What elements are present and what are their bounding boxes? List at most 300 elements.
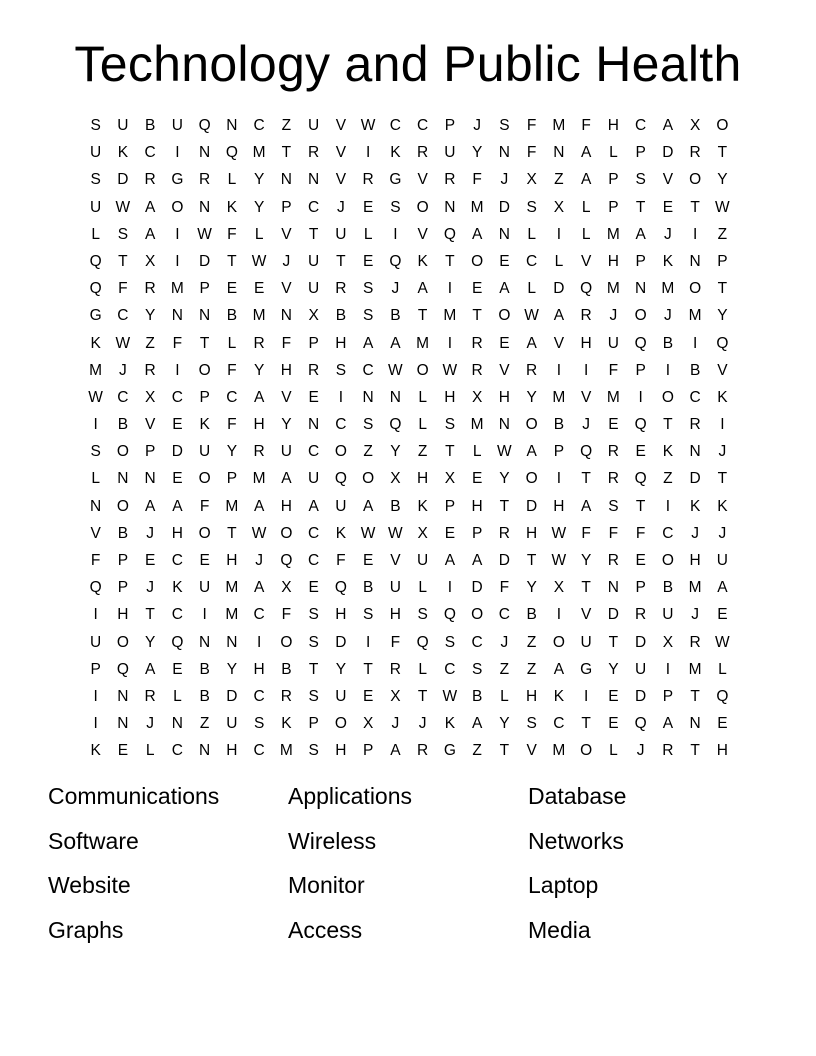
grid-letter: M (225, 497, 239, 515)
grid-letter: Y (499, 470, 510, 488)
grid-row (82, 384, 736, 411)
grid-letter: O (280, 524, 293, 542)
grid-letter: V (717, 361, 728, 379)
grid-row (82, 194, 736, 221)
grid-row (82, 547, 736, 574)
grid-letter: D (635, 633, 647, 651)
grid-letter: U (716, 552, 728, 569)
grid-letter: I (175, 361, 180, 379)
grid-letter: N (280, 171, 292, 189)
grid-letter: F (118, 280, 128, 298)
grid-row (82, 520, 736, 547)
grid-letter: H (253, 416, 265, 434)
grid-letter: T (281, 144, 292, 162)
grid-letter: F (526, 117, 537, 134)
grid-letter: W (715, 633, 730, 651)
grid-letter: U (308, 280, 320, 298)
grid-letter: Q (225, 144, 238, 162)
grid-letter: P (281, 198, 292, 216)
grid-letter: B (362, 579, 374, 597)
grid-row (82, 710, 736, 737)
grid-letter: P (635, 144, 646, 162)
grid-letter: I (175, 225, 180, 243)
grid-letter: O (198, 524, 211, 542)
grid-letter: N (635, 280, 647, 298)
grid-letter: T (635, 198, 646, 216)
grid-letter: V (553, 334, 565, 352)
grid-letter: Q (389, 416, 402, 434)
grid-letter: Y (253, 198, 265, 216)
grid-letter: M (279, 742, 293, 760)
grid-letter: T (145, 606, 155, 624)
grid-letter: L (418, 388, 427, 406)
grid-letter: K (662, 252, 674, 270)
grid-letter: P (117, 552, 129, 569)
grid-letter: M (606, 388, 620, 406)
grid-row (82, 166, 736, 193)
grid-letter: F (336, 552, 346, 569)
grid-letter: L (145, 742, 155, 760)
grid-letter: R (662, 742, 674, 760)
grid-letter: P (362, 742, 374, 760)
grid-letter: I (256, 633, 262, 651)
grid-letter: B (117, 524, 129, 542)
grid-letter: M (688, 307, 702, 325)
grid-letter: A (144, 497, 156, 515)
grid-letter: I (365, 144, 371, 162)
grid-letter: R (498, 524, 510, 542)
grid-letter: Z (472, 742, 482, 760)
grid-letter: H (471, 497, 483, 515)
grid-letter: F (281, 334, 292, 352)
grid-letter: C (117, 388, 129, 406)
grid-letter: E (308, 579, 319, 597)
puzzle-title: Technology and Public Health (74, 36, 742, 92)
grid-letter: I (93, 687, 98, 705)
grid-letter: P (608, 171, 619, 189)
grid-letter: X (390, 687, 401, 705)
grid-letter: S (390, 198, 401, 216)
grid-letter: V (144, 416, 156, 434)
grid-letter: C (253, 606, 265, 624)
grid-letter: Q (116, 660, 129, 678)
grid-letter: X (417, 524, 428, 542)
grid-letter: O (689, 280, 702, 298)
grid-letter: E (117, 742, 129, 760)
grid-letter: R (417, 144, 429, 162)
grid-letter: Z (281, 117, 292, 134)
grid-letter: R (471, 334, 483, 352)
grid-letter: N (498, 416, 510, 434)
grid-letter: N (689, 443, 701, 461)
grid-letter: Z (145, 334, 155, 352)
grid-letter: P (308, 715, 319, 733)
grid-letter: B (689, 361, 701, 379)
grid-letter: K (90, 334, 101, 352)
grid-letter: S (417, 606, 428, 624)
grid-letter: U (308, 252, 320, 270)
grid-letter: C (444, 660, 456, 678)
grid-letter: W (551, 524, 567, 542)
grid-letter: X (144, 252, 156, 270)
grid-letter: J (500, 633, 509, 651)
grid-letter: S (90, 443, 101, 461)
grid-letter: M (252, 307, 266, 325)
grid-letter: V (580, 388, 592, 406)
grid-row (82, 357, 736, 384)
grid-row (82, 438, 736, 465)
grid-letter: T (581, 579, 591, 597)
grid-letter: T (663, 416, 673, 434)
grid-letter: A (580, 497, 592, 515)
grid-letter: M (89, 361, 103, 379)
grid-letter: I (447, 579, 453, 597)
grid-letter: F (526, 144, 537, 162)
grid-letter: I (447, 280, 453, 298)
word-list-item: Website (48, 872, 131, 899)
grid-letter: N (689, 715, 701, 733)
grid-letter: P (635, 361, 646, 379)
grid-row (82, 330, 736, 357)
grid-letter: N (689, 252, 701, 270)
grid-letter: L (609, 742, 618, 760)
grid-row (82, 411, 736, 438)
grid-letter: J (582, 416, 590, 434)
word-list-item: Communications (48, 783, 220, 809)
grid-letter: N (308, 171, 320, 189)
grid-letter: L (609, 144, 618, 162)
grid-letter: C (308, 198, 320, 216)
grid-letter: U (635, 660, 647, 678)
grid-letter: R (253, 334, 265, 352)
grid-letter: E (444, 524, 456, 542)
grid-letter: E (226, 280, 238, 298)
grid-letter: M (225, 579, 239, 597)
grid-letter: B (281, 660, 292, 678)
grid-letter: E (253, 280, 265, 298)
grid-letter: C (308, 552, 320, 569)
grid-letter: O (198, 361, 211, 379)
grid-letter: V (417, 171, 428, 189)
grid-letter: B (199, 660, 210, 678)
grid-letter: F (499, 579, 510, 597)
grid-row (82, 248, 736, 275)
grid-letter: A (253, 497, 265, 515)
grid-letter: T (472, 307, 482, 325)
grid-letter: U (662, 606, 674, 624)
grid-letter: I (93, 416, 98, 434)
grid-letter: F (608, 524, 619, 542)
grid-letter: U (417, 552, 429, 569)
grid-letter: L (581, 225, 591, 243)
grid-letter: N (553, 144, 565, 162)
grid-letter: P (471, 524, 483, 542)
grid-letter: V (335, 117, 347, 134)
grid-letter: W (388, 361, 403, 379)
grid-letter: E (362, 252, 374, 270)
grid-letter: F (581, 117, 591, 134)
grid-letter: J (718, 443, 727, 461)
grid-letter: A (390, 742, 401, 760)
grid-letter: U (335, 225, 347, 243)
grid-letter: D (662, 144, 674, 162)
grid-letter: C (171, 552, 183, 569)
grid-letter: V (90, 524, 101, 542)
grid-letter: Q (634, 416, 647, 434)
grid-letter: I (638, 388, 643, 406)
grid-letter: E (717, 715, 728, 733)
word-list-item: Graphs (48, 916, 124, 943)
grid-letter: E (362, 552, 374, 569)
grid-letter: Y (253, 171, 265, 189)
grid-letter: N (226, 633, 238, 651)
grid-letter: D (553, 280, 565, 298)
grid-letter: O (416, 198, 429, 216)
grid-letter: Y (608, 660, 619, 678)
grid-letter: D (635, 687, 647, 705)
grid-letter: M (225, 606, 239, 624)
grid-letter: P (90, 660, 101, 678)
grid-letter: Z (363, 443, 373, 461)
grid-letter: S (308, 633, 319, 651)
grid-letter: A (144, 660, 156, 678)
grid-row (82, 574, 736, 601)
grid-letter: J (664, 225, 672, 243)
grid-letter: I (583, 687, 589, 705)
grid-letter: X (281, 579, 292, 597)
grid-letter: L (527, 280, 536, 298)
grid-letter: P (199, 280, 210, 298)
grid-letter: N (280, 307, 292, 325)
grid-letter: N (226, 117, 238, 134)
grid-letter: X (390, 470, 401, 488)
grid-letter: C (662, 524, 674, 542)
grid-letter: N (171, 307, 183, 325)
grid-letter: O (116, 443, 129, 461)
grid-letter: I (583, 361, 589, 379)
grid-letter: N (308, 416, 320, 434)
grid-letter: F (472, 171, 482, 189)
grid-letter: T (499, 742, 510, 760)
grid-letter: Q (634, 470, 647, 488)
grid-letter: J (255, 552, 263, 569)
grid-letter: I (93, 606, 98, 624)
grid-letter: J (473, 117, 481, 134)
grid-letter: G (580, 660, 593, 678)
grid-letter: Y (253, 361, 265, 379)
grid-letter: C (253, 117, 265, 134)
grid-letter: E (172, 660, 183, 678)
grid-row (82, 629, 736, 656)
grid-letter: V (390, 552, 401, 569)
grid-letter: R (389, 660, 401, 678)
grid-letter: E (662, 198, 674, 216)
grid-letter: R (689, 144, 701, 162)
grid-letter: N (607, 579, 619, 597)
grid-letter: H (226, 742, 238, 760)
grid-letter: R (607, 470, 619, 488)
grid-letter: C (335, 416, 347, 434)
grid-letter: V (580, 606, 592, 624)
grid-letter: J (146, 524, 154, 542)
grid-letter: T (581, 715, 591, 733)
grid-letter: M (552, 388, 566, 406)
grid-letter: C (253, 742, 265, 760)
grid-letter: Q (198, 117, 211, 134)
grid-letter: O (498, 307, 511, 325)
grid-letter: M (552, 117, 566, 134)
grid-letter: T (499, 497, 510, 515)
grid-letter: M (552, 742, 566, 760)
grid-letter: N (444, 198, 456, 216)
grid-letter: I (556, 225, 562, 243)
grid-letter: F (90, 552, 101, 569)
grid-letter: J (718, 524, 727, 542)
grid-letter: M (443, 307, 457, 325)
grid-letter: O (634, 307, 647, 325)
grid-letter: Q (334, 579, 347, 597)
grid-letter: U (226, 715, 238, 733)
grid-letter: J (500, 171, 509, 189)
grid-letter: E (199, 552, 210, 569)
grid-letter: W (360, 117, 376, 134)
grid-letter: I (665, 660, 671, 678)
grid-letter: J (337, 198, 345, 216)
grid-letter: L (363, 225, 373, 243)
word-list-item: Laptop (528, 872, 599, 899)
grid-letter: B (144, 117, 156, 134)
grid-letter: T (690, 198, 700, 216)
grid-letter: X (444, 470, 456, 488)
grid-letter: K (553, 687, 565, 705)
grid-letter: K (417, 252, 428, 270)
grid-letter: M (606, 225, 620, 243)
grid-letter: H (171, 524, 183, 542)
grid-letter: T (417, 307, 428, 325)
grid-letter: A (390, 334, 401, 352)
grid-letter: J (146, 715, 154, 733)
grid-letter: Q (171, 633, 184, 651)
grid-letter: A (144, 225, 156, 243)
grid-letter: E (608, 687, 619, 705)
grid-letter: O (661, 388, 674, 406)
grid-letter: S (335, 361, 347, 379)
grid-letter: R (144, 171, 156, 189)
grid-letter: E (717, 606, 728, 624)
grid-letter: K (281, 715, 292, 733)
grid-letter: V (580, 252, 592, 270)
grid-letter: L (418, 660, 427, 678)
grid-letter: A (172, 497, 183, 515)
grid-letter: Q (334, 470, 347, 488)
grid-row (82, 465, 736, 492)
grid-letter: U (199, 579, 211, 597)
grid-letter: T (717, 280, 728, 298)
grid-letter: S (362, 416, 374, 434)
grid-letter: V (526, 742, 537, 760)
grid-letter: C (389, 117, 401, 134)
grid-letter: E (471, 280, 483, 298)
grid-letter: J (418, 715, 427, 733)
grid-letter: C (526, 252, 538, 270)
grid-letter: N (117, 470, 129, 488)
grid-letter: B (662, 334, 674, 352)
grid-letter: B (662, 579, 674, 597)
grid-letter: O (362, 470, 375, 488)
grid-letter: B (553, 416, 565, 434)
grid-letter: H (498, 388, 510, 406)
grid-letter: L (527, 225, 536, 243)
grid-letter: U (389, 579, 401, 597)
grid-letter: A (444, 552, 456, 569)
grid-letter: F (199, 497, 210, 515)
grid-letter: U (308, 470, 320, 488)
grid-letter: P (608, 198, 619, 216)
grid-letter: E (635, 552, 646, 569)
grid-letter: U (580, 633, 592, 651)
grid-letter: M (170, 280, 184, 298)
grid-letter: R (607, 443, 619, 461)
grid-letter: S (253, 715, 265, 733)
grid-letter: N (117, 715, 129, 733)
grid-letter: N (199, 198, 211, 216)
grid-letter: D (335, 633, 347, 651)
grid-letter: O (334, 443, 347, 461)
grid-letter: K (717, 497, 728, 515)
grid-letter: T (363, 660, 373, 678)
grid-letter: I (447, 334, 453, 352)
grid-letter: O (171, 198, 184, 216)
grid-letter: F (608, 361, 619, 379)
grid-letter: S (471, 660, 483, 678)
grid-row (82, 493, 736, 520)
grid-letter: F (172, 334, 183, 352)
grid-letter: R (689, 416, 701, 434)
grid-letter: L (227, 171, 237, 189)
grid-letter: U (335, 497, 347, 515)
grid-letter: L (500, 687, 509, 705)
grid-letter: N (90, 497, 102, 515)
grid-letter: O (552, 633, 565, 651)
grid-letter: O (116, 497, 129, 515)
grid-letter: W (388, 524, 403, 542)
grid-letter: E (144, 552, 156, 569)
grid-letter: T (118, 252, 128, 270)
grid-letter: O (525, 416, 538, 434)
grid-letter: Y (281, 416, 292, 434)
grid-letter: R (635, 606, 647, 624)
grid-letter: E (635, 443, 646, 461)
grid-letter: Y (499, 715, 510, 733)
grid-letter: Y (390, 443, 401, 461)
grid-letter: H (117, 606, 129, 624)
grid-letter: A (253, 388, 265, 406)
word-list-item: Networks (528, 827, 624, 854)
grid-letter: O (416, 361, 429, 379)
grid-letter: X (144, 388, 156, 406)
grid-letter: J (391, 715, 400, 733)
grid-letter: Z (199, 715, 210, 733)
grid-letter: J (664, 307, 672, 325)
grid-letter: L (91, 470, 100, 488)
grid-letter: L (718, 660, 727, 678)
grid-letter: F (227, 361, 237, 379)
grid-letter: K (662, 443, 674, 461)
grid-letter: F (227, 225, 237, 243)
grid-letter: P (308, 334, 319, 352)
grid-letter: Q (443, 225, 456, 243)
grid-row (82, 139, 736, 166)
